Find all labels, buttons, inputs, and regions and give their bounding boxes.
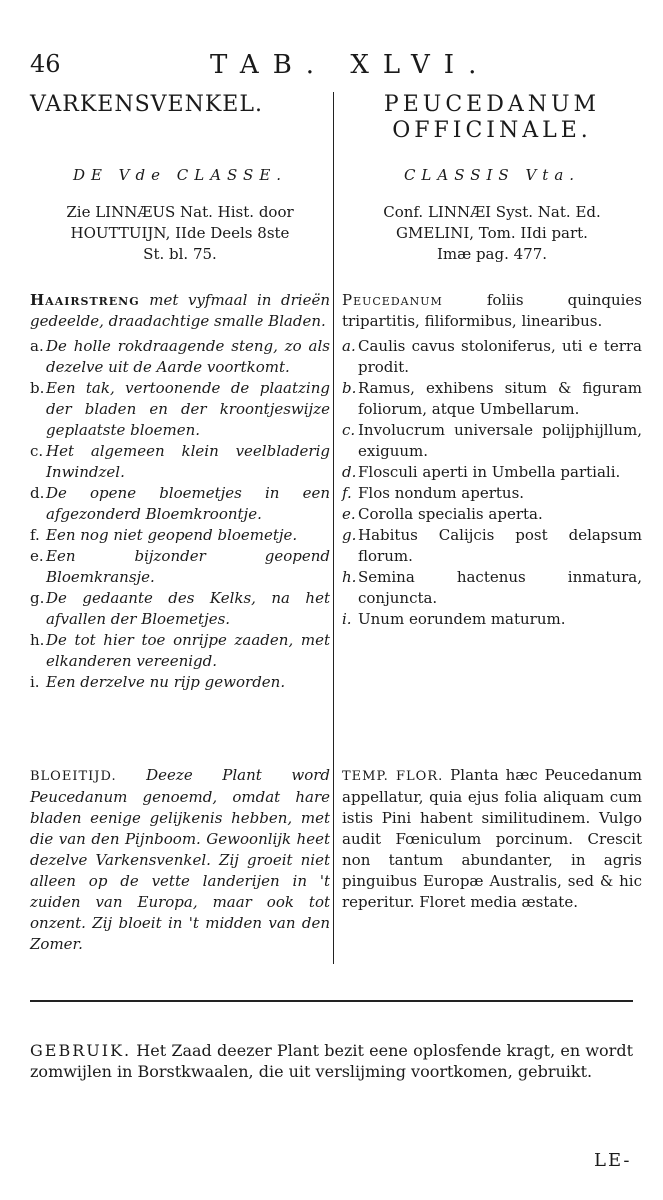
list-item (30, 441, 330, 483)
list-item-letter: b. (30, 379, 45, 397)
list-item (342, 609, 642, 630)
list-item-text: Een derzelve nu rijp geworden. (46, 673, 286, 691)
list-item-text: Een tak, vertoonende de plaatzing der bladen en der kroontjeswijze geplaatste bloemen. (46, 379, 330, 439)
horizontal-rule (30, 1000, 633, 1002)
latin-class: CLASSIS Vta. (403, 166, 581, 184)
list-item-letter: d. (342, 463, 357, 481)
list-item-letter: e. (30, 547, 44, 565)
list-item (342, 420, 642, 462)
list-item-letter: c. (342, 421, 356, 439)
list-item-text (30, 290, 330, 332)
latin-reference-line: GMELINI, Tom. IIdi part. (396, 224, 588, 242)
dutch-reference-line: HOUTTUIJN, IIde Deels 8ste (70, 224, 290, 242)
list-item (342, 462, 642, 483)
list-item-letter: g. (342, 526, 357, 544)
list-item-text: Flosculi aperti in Umbella partiali. (358, 463, 621, 481)
latin-flowering-paragraph (342, 765, 642, 913)
list-item (342, 336, 642, 378)
list-item (342, 483, 642, 504)
list-item-text: De holle rokdraagende steng, zo als dezelve uit de Aarde voortkomt. (46, 337, 330, 376)
usage-text: Het Zaad deezer Plant bezit eene oplosfende kragt, en wordt zomwijlen in Borstkwaalen, die uit verslijming voortkomen, gebruikt. (30, 1041, 633, 1081)
list-item-text (342, 290, 642, 332)
latin-reference-line: Imæ pag. 477. (436, 245, 548, 263)
list-item-text: Semina hactenus inmatura, conjuncta. (358, 568, 642, 607)
flowering-text: Planta hæc Peucedanum appellatur, quia ejus folia aliquam cum istis Pini habent similitudinem. Vulgo audit Fœniculum porcinum. Crescit non tantum abundanter, in agris pinguibus Europæ Australis, sed & hic reperitur. Floret media æstate. (342, 766, 642, 911)
list-item (342, 525, 642, 567)
list-item-letter: f. (30, 526, 40, 544)
list-item-text: De opene bloemetjes in een afgezonderd Bloemkroontje. (46, 484, 330, 523)
latin-reference (342, 202, 642, 265)
dutch-reference-line: St. bl. 75. (143, 245, 217, 263)
column-divider (333, 92, 334, 964)
flowering-label: TEMP. FLOR. (342, 769, 444, 784)
list-item (30, 672, 330, 693)
plate-title: TAB. XLVI. (210, 50, 491, 80)
list-item (342, 378, 642, 420)
list-item-text: Corolla specialis aperta. (358, 505, 543, 523)
list-item-lead: Peucedanum (342, 291, 443, 309)
dutch-flowering-paragraph (30, 765, 330, 955)
list-item (30, 483, 330, 525)
list-item-text: Habitus Calijcis post delapsum florum. (358, 526, 642, 565)
list-item-body: foliis quinquies tripartitis, filiformibus, linearibus. (342, 291, 642, 330)
list-item-letter: a. (342, 337, 356, 355)
dutch-plant-name: VARKENSVENKEL. (30, 92, 263, 117)
dutch-class: DE Vde CLASSE. (72, 166, 288, 184)
dutch-figure-list (30, 290, 330, 693)
list-item-letter: d. (30, 484, 45, 502)
list-item-letter: f. (342, 484, 352, 502)
list-item-text: Involucrum universale polijphijllum, exiguum. (358, 421, 642, 460)
list-item-text: Unum eorundem maturum. (358, 610, 566, 628)
list-item-letter: i. (30, 673, 40, 691)
catchword: LE- (594, 1150, 632, 1171)
latin-figure-list (342, 290, 642, 630)
list-item-letter: a. (30, 337, 44, 355)
list-item (342, 567, 642, 609)
dutch-reference (30, 202, 330, 265)
usage-label: GEBRUIK. (30, 1041, 132, 1060)
list-item-text: De tot hier toe onrijpe zaaden, met elkanderen vereenigd. (46, 631, 330, 670)
list-item (30, 378, 330, 441)
list-item (342, 504, 642, 525)
list-item-text: Het algemeen klein veelbladerig Inwindzel. (46, 442, 330, 481)
latin-name-line: OFFICINALE. (392, 118, 592, 143)
flowering-label: BLOEITIJD. (30, 769, 117, 784)
list-item (30, 546, 330, 588)
dutch-reference-line: Zie LINNÆUS Nat. Hist. door (66, 203, 294, 221)
list-item-text: Een nog niet geopend bloemetje. (46, 526, 298, 544)
list-item-lead: Haairstreng (30, 291, 140, 309)
list-item (30, 290, 330, 332)
list-item (30, 525, 330, 546)
list-item-letter: h. (30, 631, 45, 649)
list-item (30, 588, 330, 630)
latin-plant-name (342, 92, 642, 144)
latin-reference-line: Conf. LINNÆI Syst. Nat. Ed. (383, 203, 601, 221)
list-item-body: met vyfmaal in drieën gedeelde, draadachtige smalle Bladen. (30, 291, 330, 330)
list-item-text: Een bijzonder geopend Bloemkransje. (46, 547, 330, 586)
list-item-text: De gedaante des Kelks, na het afvallen der Bloemetjes. (46, 589, 330, 628)
list-item-text: Caulis cavus stoloniferus, uti e terra prodit. (358, 337, 642, 376)
latin-name-line: PEUCEDANUM (383, 92, 601, 117)
list-item (342, 290, 642, 332)
list-item-letter: g. (30, 589, 45, 607)
list-item-letter: e. (342, 505, 356, 523)
flowering-text: Deeze Plant word Peucedanum genoemd, omdat hare bladen eenige gelijkenis hebben, met die van den Pijnboom. Gewoonlijk heet dezelve Varkensvenkel. Zij groeit niet alleen op de vette landerijen in 't zuiden van Europa, maar ook tot onzent. Zij bloeit in 't midden van den Zomer. (30, 766, 330, 953)
list-item-text: Flos nondum apertus. (358, 484, 525, 502)
list-item-text: Ramus, exhibens situm & figuram foliorum, atque Umbellarum. (358, 379, 642, 418)
list-item-letter: c. (30, 442, 44, 460)
page-number: 46 (30, 50, 61, 78)
list-item-letter: h. (342, 568, 357, 586)
list-item (30, 336, 330, 378)
list-item (30, 630, 330, 672)
list-item-letter: b. (342, 379, 357, 397)
usage-paragraph (30, 1040, 633, 1082)
list-item-letter: i. (342, 610, 352, 628)
